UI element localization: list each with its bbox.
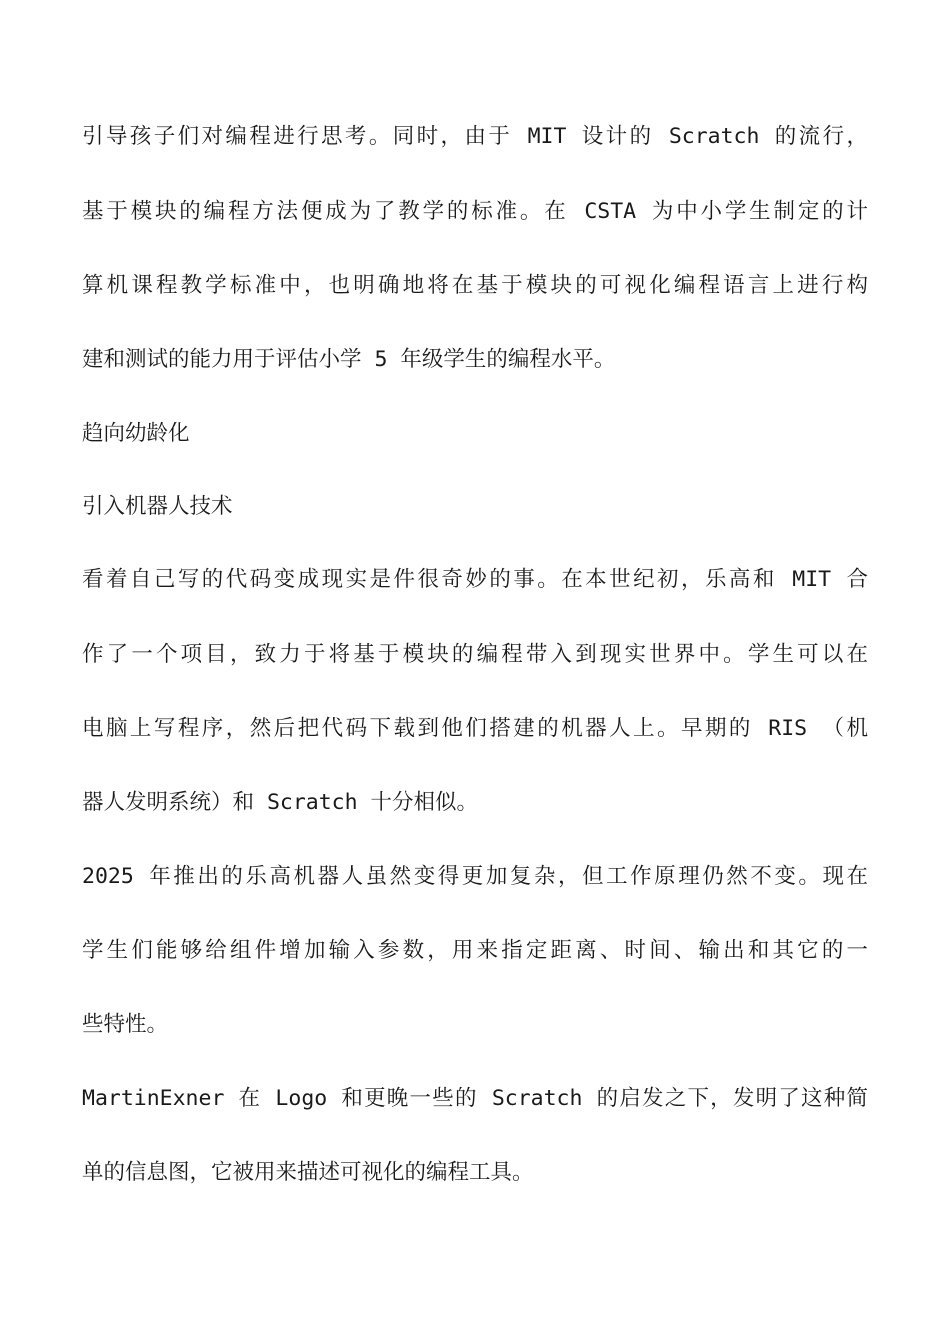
paragraph-1-line-1: 引导孩子们对编程进行思考。同时，由于 MIT 设计的 Scratch 的流行， — [82, 124, 868, 149]
paragraph-5-line-3: 些特性。 — [82, 1012, 169, 1037]
paragraph-1-line-3: 算机课程教学标准中，也明确地将在基于模块的可视化编程语言上进行构 — [82, 273, 868, 298]
paragraph-5-line-1: 2025 年推出的乐高机器人虽然变得更加复杂，但工作原理仍然不变。现在 — [82, 864, 868, 889]
paragraph-6-line-1: MartinExner 在 Logo 和更晚一些的 Scratch 的启发之下，发明了这种简 — [82, 1086, 868, 1111]
heading-robotics: 引入机器人技术 — [82, 494, 233, 519]
paragraph-4-line-4: 器人发明系统）和 Scratch 十分相似。 — [82, 790, 478, 815]
paragraph-1-line-2: 基于模块的编程方法便成为了教学的标准。在 CSTA 为中小学生制定的计 — [82, 199, 868, 224]
paragraph-5-line-2: 学生们能够给组件增加输入参数，用来指定距离、时间、输出和其它的一 — [82, 938, 868, 963]
paragraph-4-line-1: 看着自己写的代码变成现实是件很奇妙的事。在本世纪初，乐高和 MIT 合 — [82, 567, 868, 592]
paragraph-4-line-2: 作了一个项目，致力于将基于模块的编程带入到现实世界中。学生可以在 — [82, 642, 868, 667]
paragraph-4-line-3: 电脑上写程序，然后把代码下载到他们搭建的机器人上。早期的 RIS （机 — [82, 716, 868, 741]
paragraph-1-line-4: 建和测试的能力用于评估小学 5 年级学生的编程水平。 — [82, 347, 616, 372]
paragraph-6-line-2: 单的信息图，它被用来描述可视化的编程工具。 — [82, 1160, 534, 1185]
heading-younger-age: 趋向幼龄化 — [82, 421, 190, 446]
